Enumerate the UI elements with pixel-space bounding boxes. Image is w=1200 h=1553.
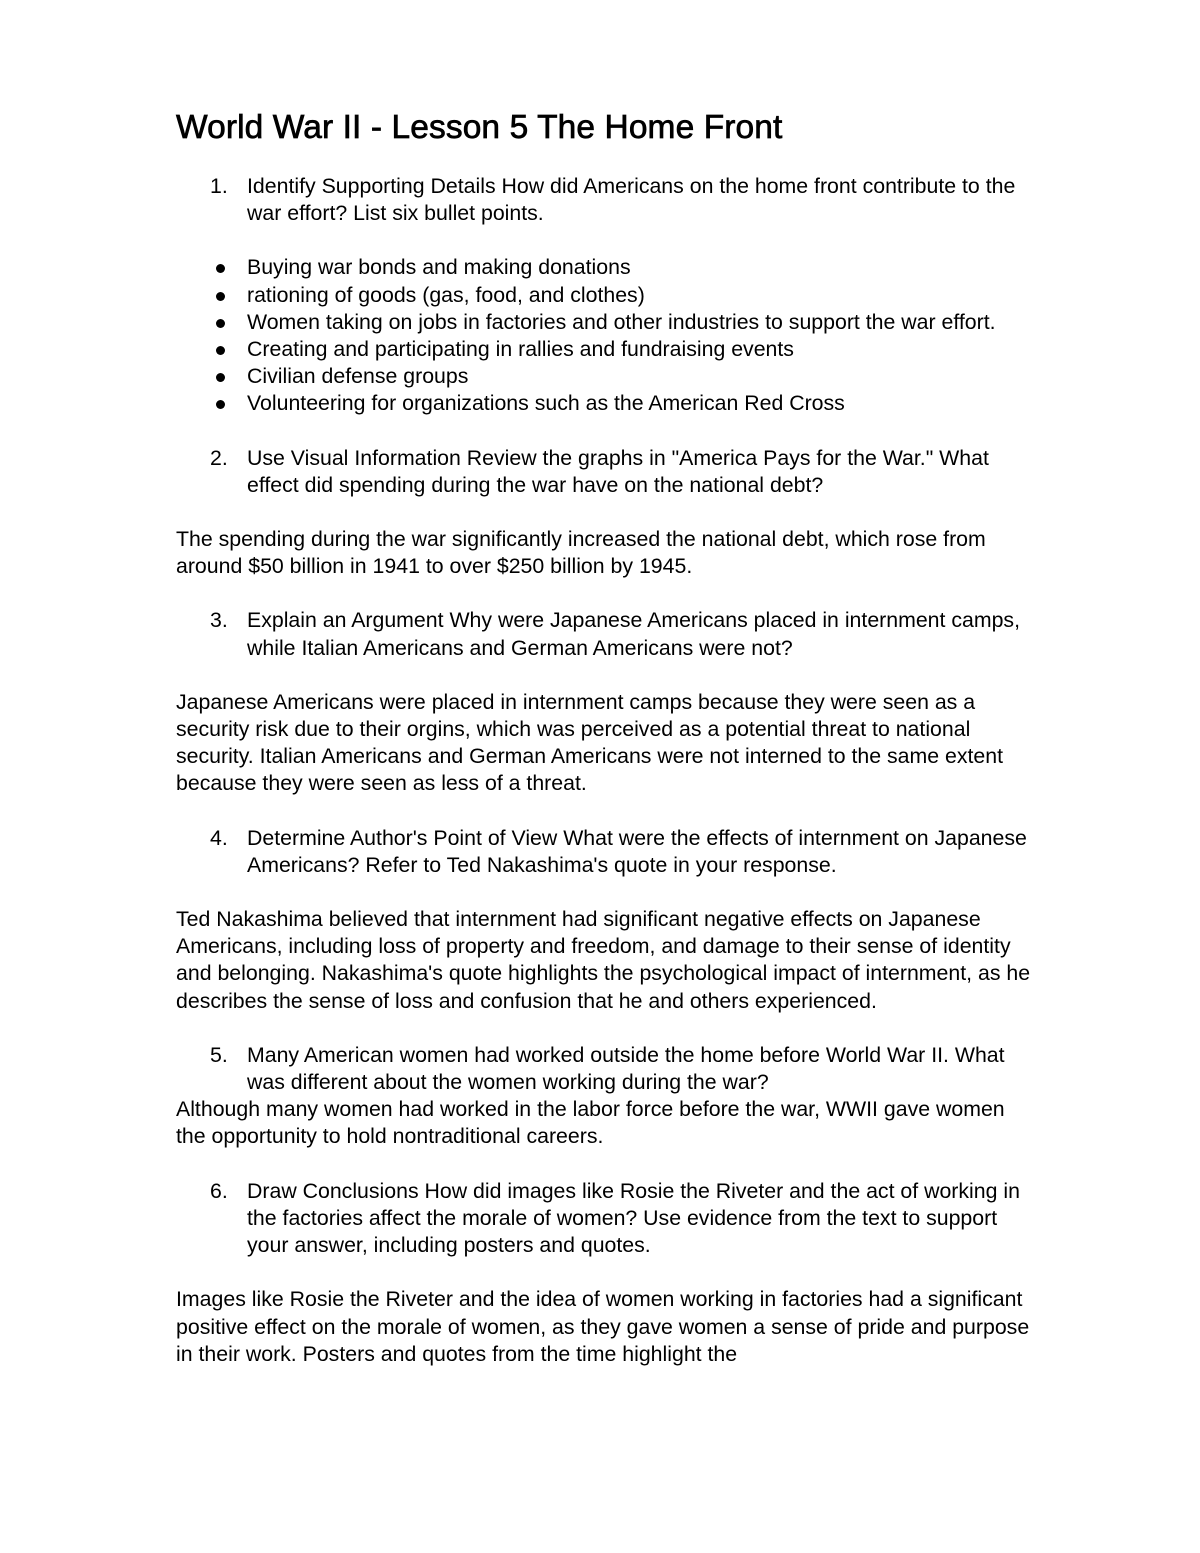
question-text: Determine Author's Point of View What were the effects of internment on Japanese Americans? Refer to Ted Nakashima's quote in your response. [247, 825, 1027, 877]
answer-4: Ted Nakashima believed that internment had significant negative effects on Japanese Americans, including loss of property and freedom, and damage to their sense of identity and belonging. Nakashima's quote highlights the psychological impact of internment, as he describes the sense of loss and confusion that he and others experienced. [176, 907, 1031, 1013]
list-item [176, 254, 1036, 281]
question-3 [176, 607, 1036, 661]
bullet-icon [216, 264, 225, 273]
question-text: Explain an Argument Why were Japanese Americans placed in internment camps, while Italian Americans and German Americans were not? [247, 608, 1020, 660]
list-item [176, 390, 1036, 417]
bullet-text: Women taking on jobs in factories and other industries to support the war effort. [247, 309, 996, 334]
bullet-text: Civilian defense groups [247, 364, 469, 389]
bullet-icon [216, 346, 225, 355]
bullet-icon [216, 319, 225, 328]
question-text: Many American women had worked outside the home before World War II. What was different about the women working during the war? [247, 1042, 1005, 1095]
question-text: Identify Supporting Details How did Americans on the home front contribute to the war effort? List six bullet points. [247, 174, 1016, 226]
list-item [176, 282, 1036, 309]
question-number: 5. [210, 1042, 228, 1067]
question-1 [176, 173, 1036, 227]
question-4 [176, 825, 1036, 879]
question-number: 2. [210, 445, 228, 470]
question-6 [176, 1178, 1036, 1260]
question-number: 4. [210, 825, 228, 850]
bullet-icon [216, 400, 225, 409]
list-item [176, 309, 1036, 336]
answer-6: Images like Rosie the Riveter and the idea of women working in factories had a significant positive effect on the morale of women, as they gave women a sense of pride and purpose in their work. Posters and quotes from the time highlight the [176, 1287, 1030, 1366]
page-title: World War II - Lesson 5 The Home Front [176, 109, 783, 146]
question-5 [176, 1042, 1036, 1096]
bullet-icon [216, 373, 225, 382]
answer-3: Japanese Americans were placed in internment camps because they were seen as a security risk due to their orgins, which was perceived as a potential threat to national security. Italian Americans and German Americans were not interned to the same extent because they were seen as less of a threat. [176, 689, 1004, 796]
answer-5: Although many women had worked in the labor force before the war, WWII gave women the opportunity to hold nontraditional careers. [176, 1097, 1005, 1149]
answer-2: The spending during the war significantly increased the national debt, which rose from around $50 billion in 1941 to over $250 billion by 1945. [176, 527, 986, 579]
list-item [176, 363, 1036, 390]
bullet-text: rationing of goods (gas, food, and clothes) [247, 282, 645, 307]
bullet-icon [216, 292, 225, 301]
bullet-text: Buying war bonds and making donations [247, 255, 631, 280]
question-text: Use Visual Information Review the graphs in "America Pays for the War." What effect did spending during the war have on the national debt? [247, 445, 989, 497]
document-page [176, 108, 1036, 1368]
question-number: 3. [210, 608, 228, 633]
question-number: 1. [210, 174, 228, 198]
question-2 [176, 445, 1036, 499]
bullet-text: Volunteering for organizations such as the American Red Cross [247, 391, 845, 416]
question-number: 6. [210, 1178, 228, 1203]
bullet-list [176, 254, 1036, 417]
list-item [176, 336, 1036, 363]
question-text: Draw Conclusions How did images like Rosie the Riveter and the act of working in the factories affect the morale of women? Use evidence from the text to support your answer, including posters and quotes. [247, 1178, 1020, 1258]
bullet-text: Creating and participating in rallies and fundraising events [247, 337, 794, 362]
